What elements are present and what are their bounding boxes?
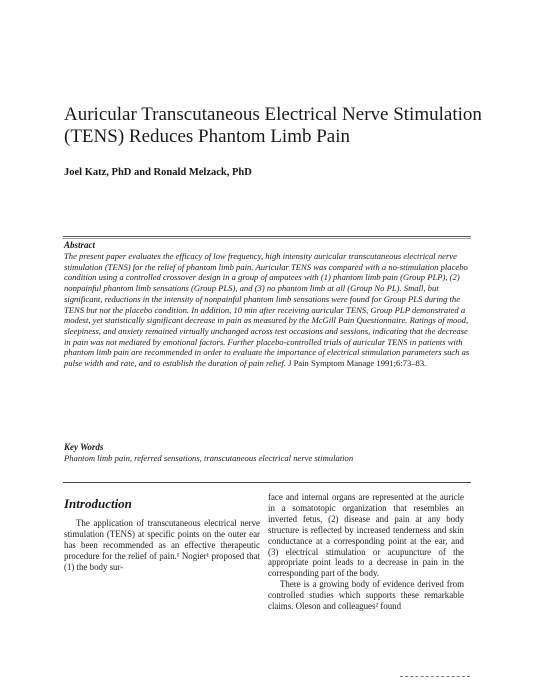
introduction-heading: Introduction [64,496,132,511]
keywords-heading: Key Words [64,442,104,452]
divider [63,482,471,483]
body-paragraph: The application of transcutaneous electrical nerve stimulation (TENS) at specific points on the outer ear has been recommended as an effective therapeutic procedure for the relief of pain.¹ Nogier¹ proposed that (1) the body sur- [64,518,260,572]
footer-rule [400,676,470,677]
abstract-body [64,251,472,369]
abstract-text: The present paper evaluates the efficacy of low frequency, high intensity auricular transcutaneous electrical nerve stimulation (TENS) for the relief of phantom limb pain. Auricular TENS was compared with a no-stimulation placebo condition using a controlled crossover design in a group of amputees with (1) phantom limb pain (Group PLP), (2) nonpainful phantom limb sensations (Group PLS), and (3) no phantom limb at all (Group No PL). Small, but significant, reductions in the intensity of nonpainful phantom limb sensations were found for Group PLS during the TENS but not the placebo condition. In addition, 10 min after receiving auricular TENS, Group PLP demonstrated a modest, yet statistically significant decrease in pain as measured by the McGill Pain Questionnaire. Ratings of mood, sleepiness, and anxiety remained virtually unchanged across test occasions and sessions, indicating that the decrease in pain was not mediated by emotional factors. Further placebo-controlled trials of auricular TENS in patients with phantom limb pain are recommended in order to evaluate the importance of electrical stimulation parameters such as pulse width and rate, and to establish the duration of pain relief. [64,251,470,369]
left-column [64,518,260,573]
body-paragraph: face and internal organs are represented at the auricle in a somatotopic organization that resembles an inverted fetus, (2) disease and pain at any body structure is reflected by increased tenderness and skin conductance at a corresponding point at the ear, and (3) electrical stimulation or acupuncture of the appropriate point leads to a decrease in pain in the corresponding part of the body. [268,492,464,579]
divider [63,236,471,237]
divider [63,238,471,239]
keywords-body: Phantom limb pain, referred sensations, transcutaneous electrical nerve stimulation [64,453,354,463]
abstract-heading: Abstract [64,240,96,250]
article-title: Auricular Transcutaneous Electrical Nerve Stimulation (TENS) Reduces Phantom Limb Pain [64,104,482,147]
right-column [268,492,464,612]
body-paragraph: There is a growing body of evidence derived from controlled studies which supports these remarkable claims. Oleson and colleagues² found [268,579,464,612]
author-line: Joel Katz, PhD and Ronald Melzack, PhD [64,167,252,178]
citation: J Pain Symptom Manage 1991;6:73–83. [285,358,427,369]
